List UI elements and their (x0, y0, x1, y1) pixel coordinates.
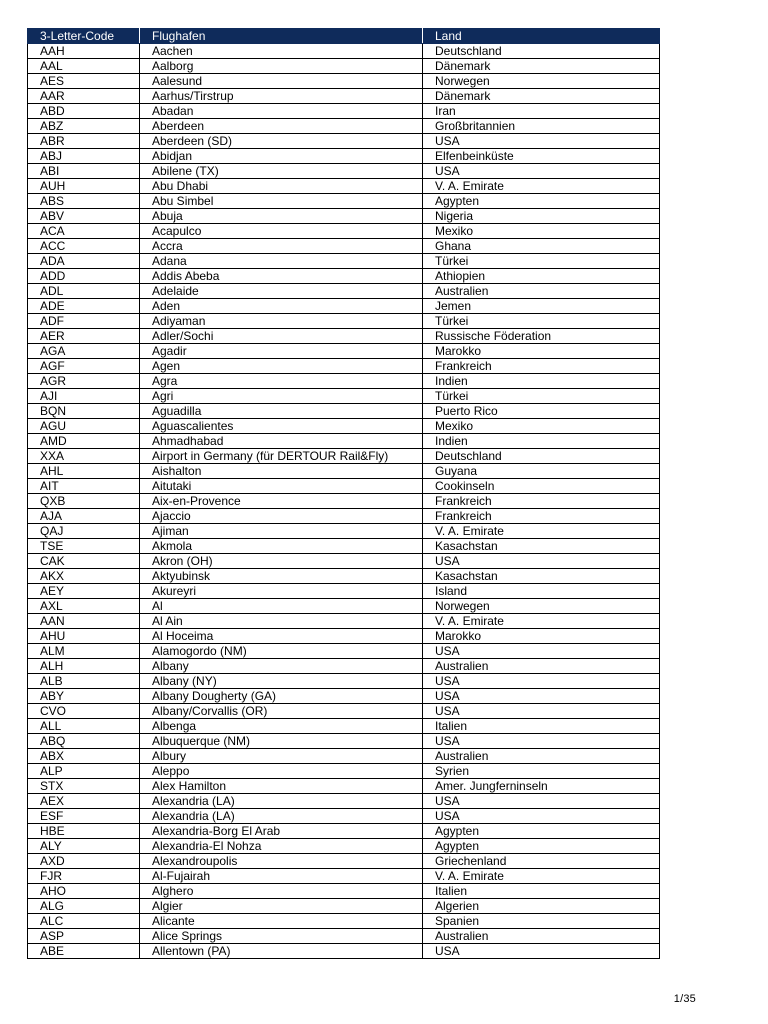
country-cell: Australien (423, 929, 660, 944)
table-row (28, 524, 660, 539)
country-cell: Syrien (423, 764, 660, 779)
airport-code-cell: ABV (28, 209, 140, 224)
airport-name-cell: Aktyubinsk (140, 569, 423, 584)
country-cell: Kasachstan (423, 569, 660, 584)
country-cell: Nigeria (423, 209, 660, 224)
airport-code-cell: ABX (28, 749, 140, 764)
airport-code-cell: ALC (28, 914, 140, 929)
airport-code-cell: AAL (28, 59, 140, 74)
country-cell: Marokko (423, 629, 660, 644)
table-row (28, 119, 660, 134)
table-row (28, 509, 660, 524)
airport-name-cell: Abu Dhabi (140, 179, 423, 194)
table-row (28, 779, 660, 794)
table-row (28, 404, 660, 419)
table-row (28, 389, 660, 404)
country-cell: Türkei (423, 254, 660, 269)
airport-name-cell: Abu Simbel (140, 194, 423, 209)
airport-name-cell: Akron (OH) (140, 554, 423, 569)
country-cell: USA (423, 164, 660, 179)
country-cell: Australien (423, 659, 660, 674)
airport-code-cell: ADA (28, 254, 140, 269)
table-row (28, 314, 660, 329)
airport-code-cell: ADF (28, 314, 140, 329)
airport-name-cell: Albuquerque (NM) (140, 734, 423, 749)
table-row (28, 494, 660, 509)
airport-name-cell: Alicante (140, 914, 423, 929)
airport-code-cell: AXD (28, 854, 140, 869)
airport-code-cell: AKX (28, 569, 140, 584)
country-cell: Iran (423, 104, 660, 119)
table-row (28, 374, 660, 389)
airport-name-cell: Allentown (PA) (140, 944, 423, 959)
country-cell: Frankreich (423, 359, 660, 374)
table-row (28, 599, 660, 614)
country-cell: V. A. Emirate (423, 524, 660, 539)
table-row (28, 164, 660, 179)
airport-name-cell: Adler/Sochi (140, 329, 423, 344)
table-body (28, 44, 660, 959)
airport-code-cell: ABD (28, 104, 140, 119)
table-row (28, 824, 660, 839)
country-cell: Griechenland (423, 854, 660, 869)
table-row (28, 734, 660, 749)
country-cell: Indien (423, 374, 660, 389)
airport-code-cell: ABZ (28, 119, 140, 134)
country-cell: USA (423, 944, 660, 959)
country-cell: USA (423, 644, 660, 659)
airport-name-cell: Albury (140, 749, 423, 764)
country-cell: Italien (423, 719, 660, 734)
airport-code-cell: AMD (28, 434, 140, 449)
country-cell: Puerto Rico (423, 404, 660, 419)
table-row (28, 44, 660, 59)
table-row (28, 134, 660, 149)
table-row (28, 704, 660, 719)
table-row (28, 359, 660, 374)
airport-name-cell: Aarhus/Tirstrup (140, 89, 423, 104)
table-row (28, 104, 660, 119)
country-cell: Großbritannien (423, 119, 660, 134)
airport-name-cell: Abidjan (140, 149, 423, 164)
table-row (28, 554, 660, 569)
airport-name-cell: Abuja (140, 209, 423, 224)
airport-code-cell: AGF (28, 359, 140, 374)
table-row (28, 614, 660, 629)
airport-code-cell: AES (28, 74, 140, 89)
airport-code-cell: TSE (28, 539, 140, 554)
airport-name-cell: Al Hoceima (140, 629, 423, 644)
table-row (28, 329, 660, 344)
airport-name-cell: Aberdeen (140, 119, 423, 134)
airport-name-cell: Al-Fujairah (140, 869, 423, 884)
country-cell: Norwegen (423, 599, 660, 614)
country-cell: Kasachstan (423, 539, 660, 554)
table-row (28, 719, 660, 734)
airport-code-cell: QAJ (28, 524, 140, 539)
country-cell: USA (423, 134, 660, 149)
airport-code-cell: AAH (28, 44, 140, 59)
country-cell: Russische Föderation (423, 329, 660, 344)
airport-name-cell: Aix-en-Provence (140, 494, 423, 509)
airport-code-cell: ACC (28, 239, 140, 254)
country-cell: Jemen (423, 299, 660, 314)
country-cell: Türkei (423, 389, 660, 404)
airport-code-cell: CAK (28, 554, 140, 569)
airport-name-cell: Al Ain (140, 614, 423, 629)
header-country: Land (423, 29, 660, 44)
airport-code-cell: AIT (28, 479, 140, 494)
country-cell: Guyana (423, 464, 660, 479)
airport-code-cell: AHO (28, 884, 140, 899)
airport-code-cell: ABS (28, 194, 140, 209)
table-row (28, 659, 660, 674)
airport-code-cell: ESF (28, 809, 140, 824)
airport-code-cell: ACA (28, 224, 140, 239)
airport-code-cell: AGA (28, 344, 140, 359)
country-cell: Agypten (423, 194, 660, 209)
table-row (28, 254, 660, 269)
airport-name-cell: Aachen (140, 44, 423, 59)
airport-code-cell: ALM (28, 644, 140, 659)
country-cell: Algerien (423, 899, 660, 914)
airport-name-cell: Aberdeen (SD) (140, 134, 423, 149)
country-cell: Dänemark (423, 89, 660, 104)
table-row (28, 539, 660, 554)
airport-name-cell: Albenga (140, 719, 423, 734)
table-row (28, 284, 660, 299)
table-row (28, 209, 660, 224)
airport-name-cell: Alexandroupolis (140, 854, 423, 869)
table-row (28, 89, 660, 104)
page-number: 1/35 (673, 993, 696, 1005)
country-cell: USA (423, 734, 660, 749)
airport-name-cell: Aalesund (140, 74, 423, 89)
table-row (28, 884, 660, 899)
airport-code-cell: ABI (28, 164, 140, 179)
airport-name-cell: Agadir (140, 344, 423, 359)
country-cell: Island (423, 584, 660, 599)
airport-code-cell: ABJ (28, 149, 140, 164)
airport-name-cell: Alexandria-Borg El Arab (140, 824, 423, 839)
airport-name-cell: Ajaccio (140, 509, 423, 524)
airport-code-cell: ABY (28, 689, 140, 704)
airport-code-cell: QXB (28, 494, 140, 509)
country-cell: USA (423, 554, 660, 569)
airport-name-cell: Adiyaman (140, 314, 423, 329)
airport-code-cell: AEY (28, 584, 140, 599)
table-row (28, 149, 660, 164)
country-cell: Indien (423, 434, 660, 449)
country-cell: Türkei (423, 314, 660, 329)
header-code: 3-Letter-Code (28, 29, 140, 44)
country-cell: USA (423, 704, 660, 719)
airport-code-cell: AGR (28, 374, 140, 389)
airport-code-cell: AJA (28, 509, 140, 524)
country-cell: USA (423, 689, 660, 704)
airport-code-cell: ALB (28, 674, 140, 689)
country-cell: Athiopien (423, 269, 660, 284)
table-row (28, 689, 660, 704)
country-cell: Agypten (423, 839, 660, 854)
table-row (28, 839, 660, 854)
table-row (28, 869, 660, 884)
table-row (28, 419, 660, 434)
airport-code-cell: ASP (28, 929, 140, 944)
airport-name-cell: Alghero (140, 884, 423, 899)
airport-code-cell: AXL (28, 599, 140, 614)
airport-code-cell: ADD (28, 269, 140, 284)
airport-code-cell: ALY (28, 839, 140, 854)
airport-name-cell: Alexandria-El Nohza (140, 839, 423, 854)
table-row (28, 464, 660, 479)
country-cell: USA (423, 674, 660, 689)
airport-code-cell: AEX (28, 794, 140, 809)
airport-code-cell: HBE (28, 824, 140, 839)
country-cell: Frankreich (423, 509, 660, 524)
airport-code-cell: ABR (28, 134, 140, 149)
country-cell: Italien (423, 884, 660, 899)
table-row (28, 764, 660, 779)
table-row (28, 59, 660, 74)
country-cell: Deutschland (423, 44, 660, 59)
airport-code-table (27, 28, 660, 959)
airport-name-cell: Alamogordo (NM) (140, 644, 423, 659)
airport-code-cell: ALG (28, 899, 140, 914)
country-cell: V. A. Emirate (423, 179, 660, 194)
airport-code-cell: ALP (28, 764, 140, 779)
table-row (28, 434, 660, 449)
airport-code-cell: AHL (28, 464, 140, 479)
country-cell: Frankreich (423, 494, 660, 509)
table-row (28, 929, 660, 944)
airport-name-cell: Accra (140, 239, 423, 254)
country-cell: Australien (423, 749, 660, 764)
country-cell: V. A. Emirate (423, 869, 660, 884)
table-row (28, 854, 660, 869)
table-row (28, 449, 660, 464)
airport-code-cell: STX (28, 779, 140, 794)
airport-code-cell: ALH (28, 659, 140, 674)
airport-name-cell: Aguascalientes (140, 419, 423, 434)
country-cell: Elfenbeinküste (423, 149, 660, 164)
table-row (28, 194, 660, 209)
table-row (28, 224, 660, 239)
airport-name-cell: Addis Abeba (140, 269, 423, 284)
country-cell: Spanien (423, 914, 660, 929)
table-row (28, 569, 660, 584)
airport-name-cell: Albany (140, 659, 423, 674)
header-row (28, 29, 660, 44)
airport-name-cell: Agra (140, 374, 423, 389)
country-cell: Cookinseln (423, 479, 660, 494)
country-cell: Australien (423, 284, 660, 299)
airport-name-cell: Acapulco (140, 224, 423, 239)
airport-code-cell: AJI (28, 389, 140, 404)
airport-name-cell: Agri (140, 389, 423, 404)
country-cell: Agypten (423, 824, 660, 839)
table-row (28, 914, 660, 929)
airport-code-cell: ADE (28, 299, 140, 314)
airport-name-cell: Aden (140, 299, 423, 314)
table-row (28, 479, 660, 494)
header-airport: Flughafen (140, 29, 423, 44)
airport-name-cell: Ahmadhabad (140, 434, 423, 449)
table-row (28, 584, 660, 599)
airport-code-cell: BQN (28, 404, 140, 419)
country-cell: Deutschland (423, 449, 660, 464)
airport-name-cell: Adana (140, 254, 423, 269)
airport-name-cell: Alexandria (LA) (140, 809, 423, 824)
country-cell: Dänemark (423, 59, 660, 74)
airport-code-cell: AGU (28, 419, 140, 434)
airport-code-cell: XXA (28, 449, 140, 464)
airport-code-cell: FJR (28, 869, 140, 884)
airport-name-cell: Albany Dougherty (GA) (140, 689, 423, 704)
table-row (28, 629, 660, 644)
country-cell: Amer. Jungferninseln (423, 779, 660, 794)
table-row (28, 239, 660, 254)
airport-name-cell: Ajiman (140, 524, 423, 539)
airport-code-cell: AUH (28, 179, 140, 194)
country-cell: V. A. Emirate (423, 614, 660, 629)
airport-name-cell: Albany/Corvallis (OR) (140, 704, 423, 719)
table-header (28, 29, 660, 44)
country-cell: USA (423, 794, 660, 809)
table-row (28, 644, 660, 659)
airport-name-cell: Abilene (TX) (140, 164, 423, 179)
airport-name-cell: Albany (NY) (140, 674, 423, 689)
airport-name-cell: Abadan (140, 104, 423, 119)
airport-code-cell: AHU (28, 629, 140, 644)
table-row (28, 749, 660, 764)
airport-name-cell: Akureyri (140, 584, 423, 599)
airport-name-cell: Alex Hamilton (140, 779, 423, 794)
airport-name-cell: Airport in Germany (für DERTOUR Rail&Fly) (140, 449, 423, 464)
airport-name-cell: Aleppo (140, 764, 423, 779)
airport-code-cell: ADL (28, 284, 140, 299)
country-cell: Ghana (423, 239, 660, 254)
airport-code-cell: ALL (28, 719, 140, 734)
country-cell: Norwegen (423, 74, 660, 89)
table-row (28, 944, 660, 959)
table-row (28, 344, 660, 359)
airport-code-cell: ABE (28, 944, 140, 959)
airport-name-cell: Agen (140, 359, 423, 374)
airport-code-cell: AAR (28, 89, 140, 104)
table-row (28, 179, 660, 194)
table-row (28, 74, 660, 89)
country-cell: Mexiko (423, 419, 660, 434)
table-row (28, 299, 660, 314)
table-row (28, 269, 660, 284)
airport-name-cell: Algier (140, 899, 423, 914)
airport-name-cell: Akmola (140, 539, 423, 554)
country-cell: Mexiko (423, 224, 660, 239)
airport-code-cell: CVO (28, 704, 140, 719)
airport-name-cell: Aitutaki (140, 479, 423, 494)
airport-name-cell: Adelaide (140, 284, 423, 299)
airport-name-cell: Alexandria (LA) (140, 794, 423, 809)
table-row (28, 899, 660, 914)
table-row (28, 674, 660, 689)
table-row (28, 809, 660, 824)
airport-code-cell: ABQ (28, 734, 140, 749)
airport-code-cell: AER (28, 329, 140, 344)
airport-code-cell: AAN (28, 614, 140, 629)
country-cell: Marokko (423, 344, 660, 359)
airport-name-cell: Al (140, 599, 423, 614)
table-row (28, 794, 660, 809)
country-cell: USA (423, 809, 660, 824)
airport-name-cell: Aishalton (140, 464, 423, 479)
airport-name-cell: Alice Springs (140, 929, 423, 944)
airport-name-cell: Aalborg (140, 59, 423, 74)
airport-name-cell: Aguadilla (140, 404, 423, 419)
